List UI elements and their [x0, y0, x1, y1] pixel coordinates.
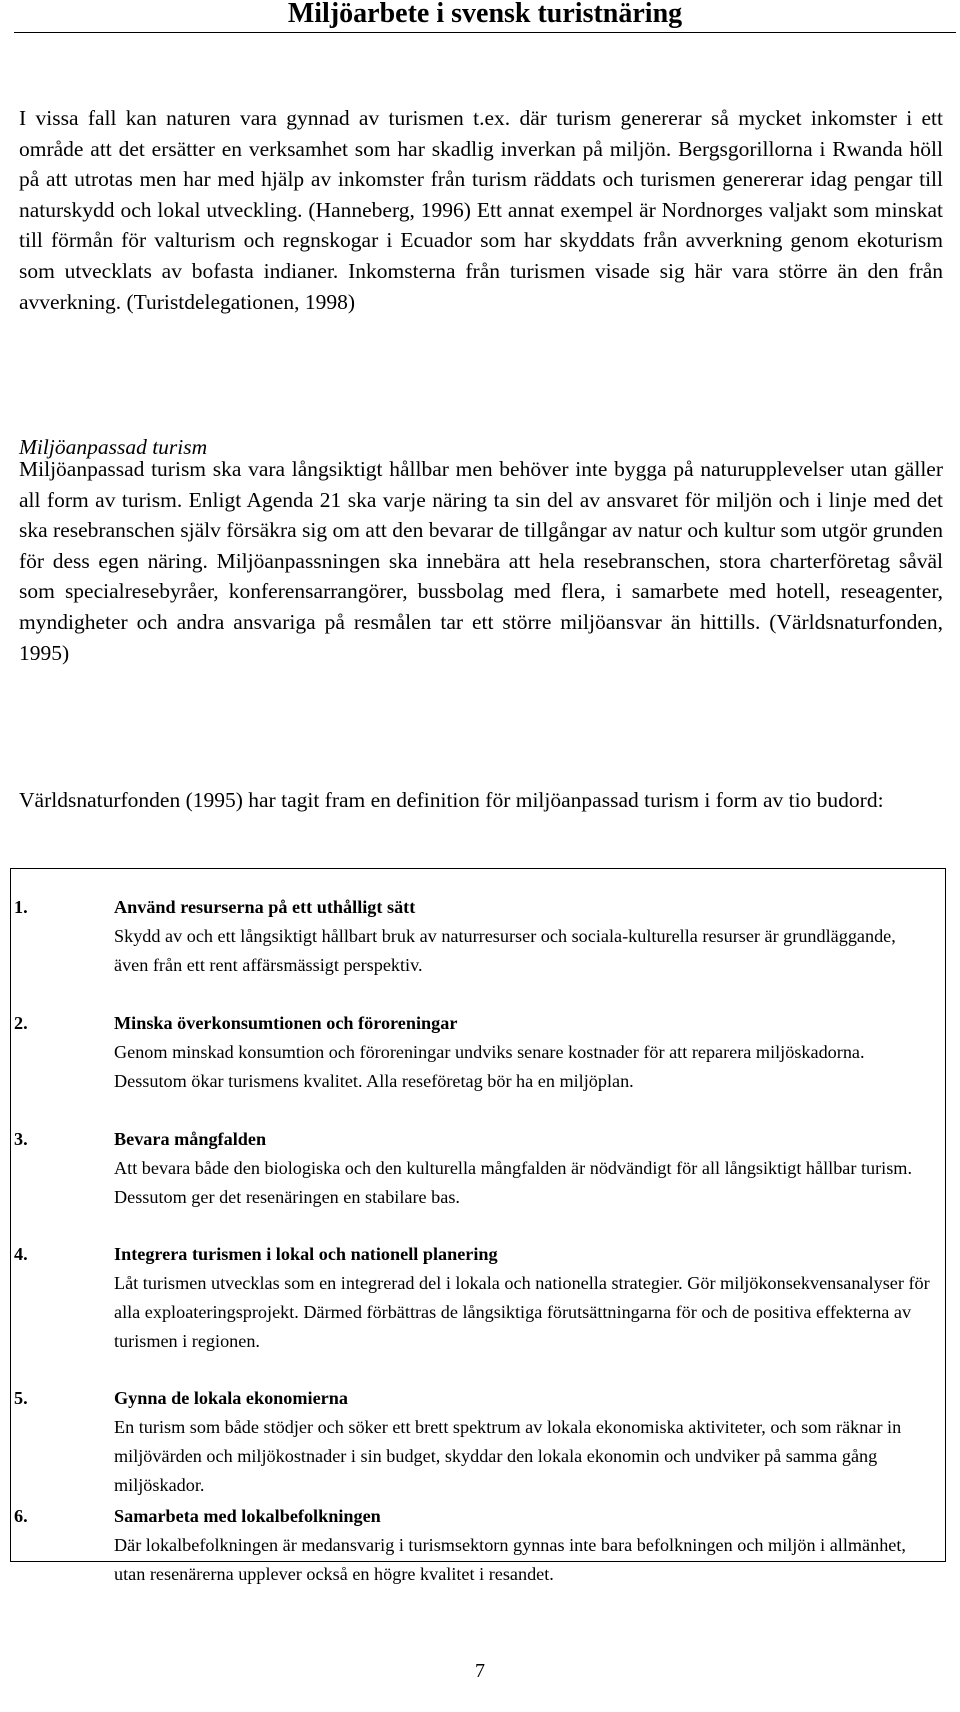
item-title: Minska överkonsumtionen och föroreningar — [114, 1013, 458, 1033]
item-title: Bevara mångfalden — [114, 1129, 267, 1149]
item-title: Använd resurserna på ett uthålligt sätt — [114, 897, 416, 917]
section-heading: Miljöanpassad turism — [19, 435, 208, 459]
item-number: 3. — [14, 1129, 28, 1149]
item-text: En turism som både stödjer och söker ett brett spektrum av lokala ekonomiska aktiviteter, och som räknar in miljövärden och miljökostnader i sin budget, skyddar den lokala ekonomin och undviker på samma gång miljöskador. — [114, 1417, 902, 1495]
item-title: Integrera turismen i lokal och nationell planering — [114, 1244, 498, 1264]
list-intro: Världsnaturfonden (1995) har tagit fram en definition för miljöanpassad turism i form av tio budord: — [19, 788, 884, 812]
item-number: 6. — [14, 1506, 28, 1526]
item-text: Där lokalbefolkningen är medansvarig i turismsektorn gynnas inte bara befolkningen och miljön i allmänhet, utan resenärerna upplever också en högre kvalitet i resandet. — [114, 1535, 906, 1584]
commandments-box — [10, 868, 946, 1584]
item-number: 5. — [14, 1388, 28, 1408]
item-title: Samarbeta med lokalbefolkningen — [114, 1506, 381, 1526]
item-text: Låt turismen utvecklas som en integrerad del i lokala och nationella strategier. Gör miljökonsekvensanalyser för alla exploateringsprojekt. Därmed förbättras de långsiktiga förutsättningarna för och de positiva effekterna av turismen i regionen. — [114, 1273, 930, 1351]
page-title: Miljöarbete i svensk turistnäring — [14, 0, 956, 33]
item-title: Gynna de lokala ekonomierna — [114, 1388, 348, 1408]
item-text: Skydd av och ett långsiktigt hållbart bruk av naturresurser och sociala-kulturella resurser är grundläggande, även från ett rent affärsmässigt perspektiv. — [114, 926, 896, 975]
section-paragraph: Miljöanpassad turism ska vara långsiktigt hållbar men behöver inte bygga på naturupplevelser utan gäller all form av turism. Enligt Agenda 21 ska varje näring ta sin del av ansvaret för miljön och i linje med det ska resebranschen själv försäkra sig om att den bevarar de tillgångar av natur och kultur som utgör grunden för dess egen näring. Miljöanpassningen ska innebära att hela resebranschen, stora charterföretag såväl som specialresebyråer, konferensarrangörer, bussbolag med flera, i samarbete med hotell, reseagenter, myndigheter och andra ansvariga på resmålen tar ett större miljöansvar än hittills. (Världsnaturfonden, 1995) — [19, 457, 943, 665]
page-number: 7 — [475, 1660, 485, 1682]
item-number: 1. — [14, 897, 28, 917]
item-number: 2. — [14, 1013, 28, 1033]
item-text: Genom minskad konsumtion och föroreningar undviks senare kostnader för att reparera miljöskadorna. Dessutom ökar turismens kvalitet. Alla reseföretag bör ha en miljöplan. — [114, 1042, 865, 1091]
item-text: Att bevara både den biologiska och den kulturella mångfalden är nödvändigt för all långsiktigt hållbar turism. Dessutom ger det resenäringen en stabilare bas. — [114, 1158, 913, 1207]
item-number: 4. — [14, 1244, 28, 1264]
intro-paragraph: I vissa fall kan naturen vara gynnad av turismen t.ex. där turism genererar så mycket inkomster i ett område att det ersätter en verksamhet som har skadlig inverkan på miljön. Bergsgorillorna i Rwanda höll på att utrotas men har med hjälp av inkomster från turism räddats och turismen genererar idag pengar till naturskydd och lokal utveckling. (Hanneberg, 1996) Ett annat exempel är Nordnorges valjakt som minskat till förmån för valturism och regnskogar i Ecuador som har skyddats från avverkning genom ekoturism som utvecklats av bofasta indianer. Inkomsterna från turismen visade sig här vara större än den från avverkning. (Turistdelegationen, 1998) — [19, 106, 943, 314]
